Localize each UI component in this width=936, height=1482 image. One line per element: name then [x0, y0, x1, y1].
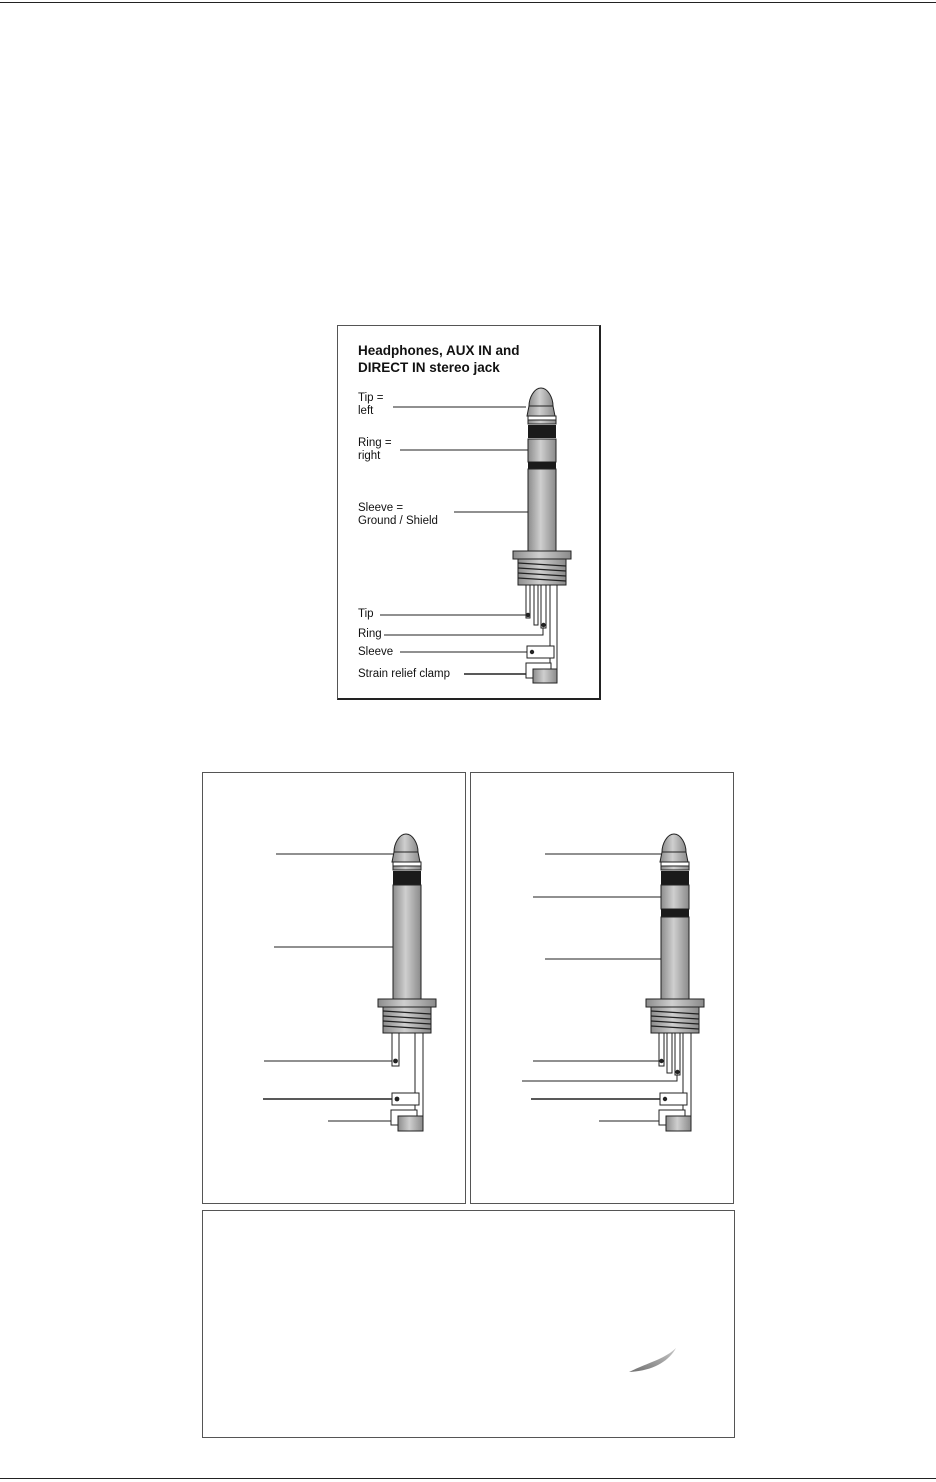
insulator-band-1	[661, 871, 689, 885]
bottom-info-panel	[202, 1210, 735, 1438]
clamp-label: Strain relief clamp	[358, 668, 451, 680]
insulator-band	[393, 871, 421, 885]
swoosh-logo-icon	[203, 1211, 736, 1439]
ring-label: Ring = right	[358, 437, 392, 462]
sleeve-wire-label: Sleeve	[358, 646, 394, 658]
insulator-band-1	[528, 425, 556, 438]
insulator-band-2	[528, 462, 556, 469]
ring-wire-leader	[384, 626, 543, 635]
bottom-rule	[0, 1478, 936, 1479]
mono-jack-panel	[202, 772, 466, 1204]
collar	[513, 551, 571, 559]
insulator-band-2	[661, 909, 689, 917]
ring-terminal	[675, 1033, 680, 1075]
tip-label: Tip = left	[358, 392, 384, 417]
strain-relief-clamp	[533, 669, 557, 683]
sleeve-label: Sleeve = Ground / Shield	[358, 502, 438, 527]
stereo-jack-panel	[337, 325, 601, 700]
sleeve-contact	[661, 917, 689, 999]
collar	[646, 999, 704, 1007]
stereo-jack-title: Headphones, AUX IN and DIRECT IN stereo jack	[358, 343, 520, 375]
tip-wire-label: Tip	[358, 608, 374, 620]
balanced-jack-panel	[470, 772, 734, 1204]
sleeve-contact	[393, 885, 421, 999]
ring-terminal	[541, 585, 546, 628]
strain-relief-clamp	[666, 1116, 691, 1131]
strain-relief-clamp	[398, 1116, 423, 1131]
collar	[378, 999, 436, 1007]
ring-wire-label: Ring	[358, 628, 382, 640]
ring-contact	[528, 439, 556, 462]
ring-contact	[661, 885, 689, 909]
sleeve-contact	[528, 469, 556, 551]
top-rule	[0, 2, 936, 3]
mono-jack-plug-diagram	[203, 773, 467, 1205]
stereo-jack-plug-diagram	[338, 326, 602, 701]
ring-wire-leader	[522, 1073, 677, 1081]
balanced-jack-plug-diagram	[471, 773, 735, 1205]
